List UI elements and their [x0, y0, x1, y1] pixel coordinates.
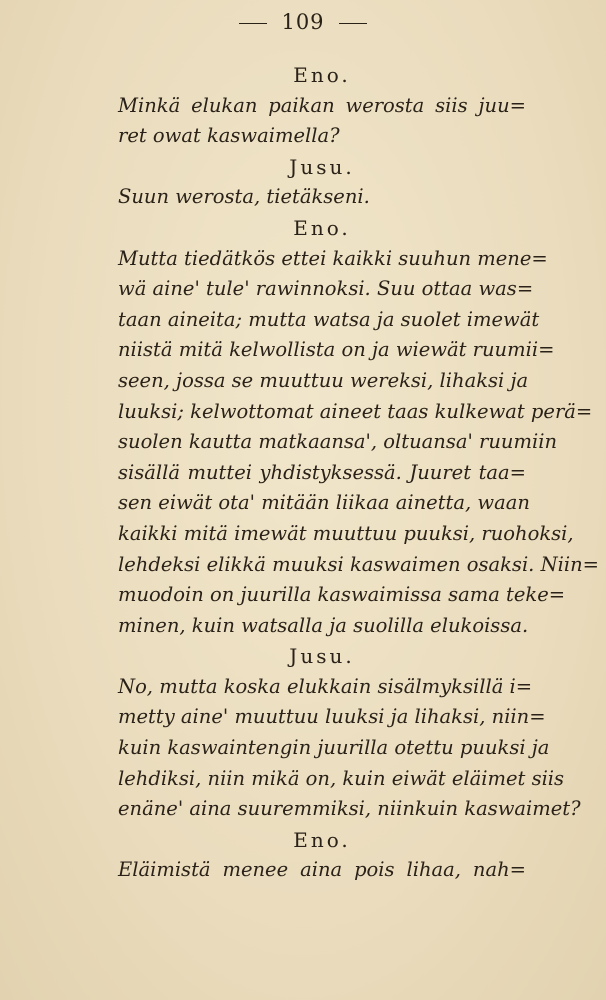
text-line: sen eiwät ota' mitään liikaa ainetta, waan — [118, 491, 530, 515]
page-number: 109 — [281, 10, 325, 34]
header-dash-left — [239, 23, 267, 24]
page-text — [118, 60, 600, 886]
text-line: ret owat kaswaimella? — [118, 124, 340, 148]
text-line: muodoin on juurilla kaswaimissa sama teke= — [118, 583, 566, 607]
text-line: niistä mitä kelwollista on ja wiewät ruumii= — [118, 338, 555, 362]
text-line: minen, kuin watsalla ja suolilla elukoissa. — [118, 613, 529, 637]
text-line: taan aineita; mutta watsa ja suolet imewät — [118, 307, 540, 331]
text-line: sisällä muttei yhdistyksessä. Juuret taa= — [118, 460, 526, 484]
text-line: Suun werosta, tietäkseni. — [118, 185, 370, 209]
page-header — [0, 10, 606, 34]
text-line: seen, jossa se muuttuu wereksi, lihaksi ja — [118, 368, 529, 392]
header-dash-right — [339, 23, 367, 24]
text-line: suolen kautta matkaansa', oltuansa' ruumiin — [118, 430, 558, 454]
speaker-name: Jusu. — [289, 154, 355, 179]
speaker-name: Jusu. — [289, 644, 355, 669]
speaker-name: Eno. — [293, 827, 351, 852]
text-line: kaikki mitä imewät muuttuu puuksi, ruohoksi, — [118, 521, 574, 545]
text-line: No, mutta koska elukkain sisälmyksillä i= — [118, 674, 533, 698]
text-line: luuksi; kelwottomat aineet taas kulkewat perä= — [118, 399, 593, 423]
text-line: wä aine' tule' rawinnoksi. Suu ottaa was= — [118, 277, 534, 301]
text-line: metty aine' muuttuu luuksi ja lihaksi, niin= — [118, 705, 546, 729]
text-line: kuin kaswaintengin juurilla otettu puuksi ja — [118, 736, 550, 760]
text-line: Eläimistä menee aina pois lihaa, nah= — [118, 858, 526, 882]
text-line: Minkä elukan paikan werosta siis juu= — [118, 93, 526, 117]
text-line: lehdeksi elikkä muuksi kaswaimen osaksi. Niin= — [118, 552, 600, 576]
text-line: Mutta tiedätkös ettei kaikki suuhun mene= — [118, 246, 548, 270]
speaker-name: Eno. — [293, 215, 351, 240]
text-line: enäne' aina suuremmiksi, niinkuin kaswaimet? — [118, 797, 581, 821]
text-line: lehdiksi, niin mikä on, kuin eiwät eläimet siis — [118, 766, 565, 790]
speaker-name: Eno. — [293, 63, 351, 87]
